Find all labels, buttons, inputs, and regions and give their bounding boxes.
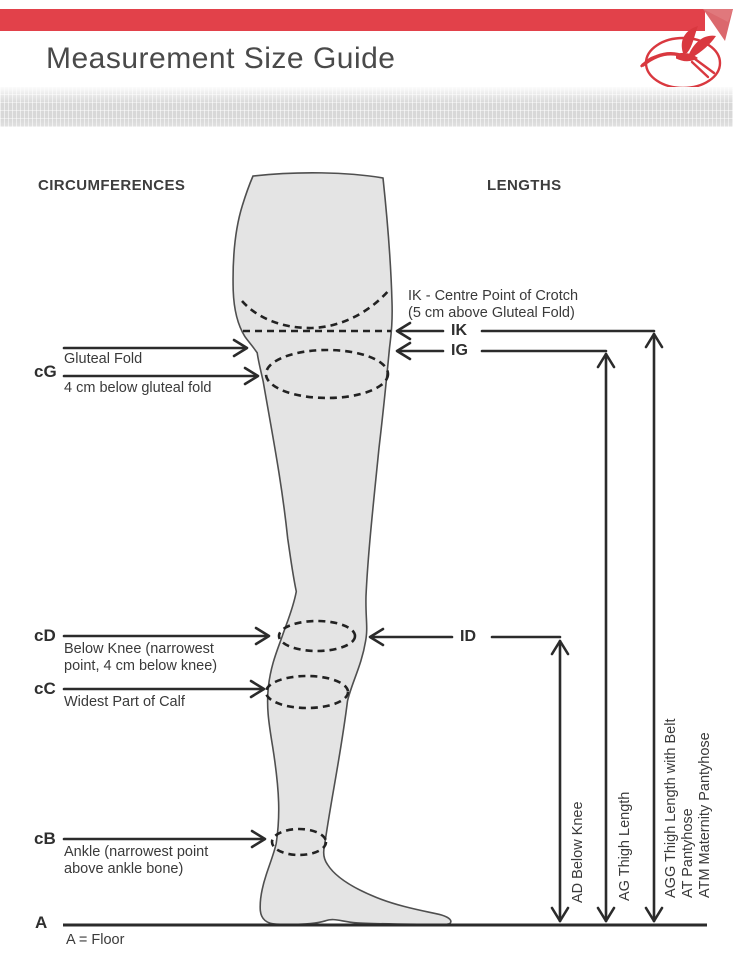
code-cB: cB xyxy=(34,829,56,848)
label-at-pantyhose: AT Pantyhose xyxy=(680,808,696,898)
circumference-arrows xyxy=(64,340,269,847)
code-cG: cG xyxy=(34,362,57,381)
code-ID: ID xyxy=(460,628,476,645)
label-below-knee: Below Knee (narrowest point, 4 cm below knee) xyxy=(64,641,218,674)
label-floor: A = Floor xyxy=(66,932,125,948)
label-ag-thigh-length: AG Thigh Length xyxy=(617,791,633,901)
crotch-note-line1: IK - Centre Point of Crotch xyxy=(408,288,579,304)
label-agg-thigh-belt: AGG Thigh Length with Belt xyxy=(663,718,679,898)
lengths-heading: LENGTHS xyxy=(487,177,562,194)
label-agg-group xyxy=(663,719,714,898)
code-cD: cD xyxy=(34,626,56,645)
page-title: Measurement Size Guide xyxy=(46,42,396,75)
code-cC: cC xyxy=(34,679,56,698)
label-ad-below-knee: AD Below Knee xyxy=(570,801,586,903)
label-ankle: Ankle (narrowest point above ankle bone) xyxy=(64,844,209,877)
label-atm-maternity: ATM Maternity Pantyhose xyxy=(697,732,713,898)
circumferences-heading: CIRCUMFERENCES xyxy=(38,177,186,194)
code-IG: IG xyxy=(451,342,468,359)
code-A: A xyxy=(35,913,48,932)
leg-silhouette xyxy=(233,173,451,925)
crotch-note-line2: (5 cm above Gluteal Fold) xyxy=(408,305,575,321)
label-below-gluteal-fold: 4 cm below gluteal fold xyxy=(64,380,212,396)
label-widest-calf: Widest Part of Calf xyxy=(64,694,185,710)
code-IK: IK xyxy=(451,322,467,339)
label-gluteal-fold: Gluteal Fold xyxy=(64,351,143,367)
